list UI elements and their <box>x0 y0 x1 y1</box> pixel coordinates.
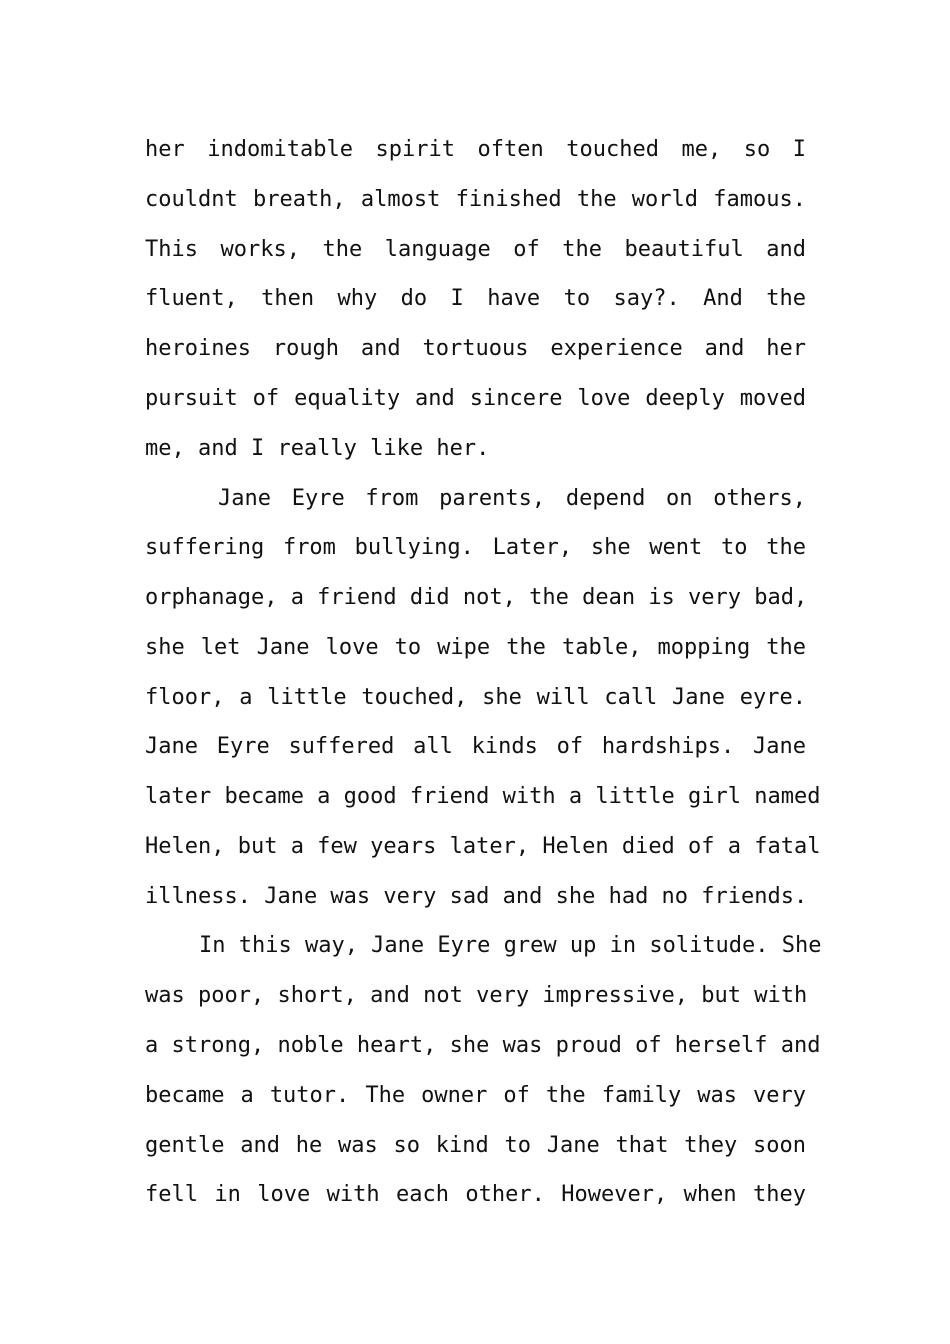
text-line: was poor, short, and not very impressive, but with <box>145 983 808 1008</box>
text-line: her indomitable spirit often touched me, so I <box>145 137 806 162</box>
text-line: orphanage, a friend did not, the dean is very bad, <box>145 585 808 610</box>
text-line: gentle and he was so kind to Jane that they soon <box>145 1133 806 1158</box>
text-line: fluent, then why do I have to say?. And the <box>145 286 806 311</box>
text-line: fell in love with each other. However, when they <box>145 1182 806 1207</box>
text-line: In this way, Jane Eyre grew up in solitude. She <box>199 933 822 958</box>
text-line: This works, the language of the beautiful and <box>145 237 806 262</box>
text-line: Jane Eyre suffered all kinds of hardships. Jane <box>145 734 806 759</box>
text-line: heroines rough and tortuous experience and her <box>145 336 806 361</box>
text-line: Helen, but a few years later, Helen died of a fatal <box>145 834 821 859</box>
text-line: me, and I really like her. <box>145 436 490 461</box>
text-line: floor, a little touched, she will call Jane eyre. <box>145 685 806 710</box>
text-line: suffering from bullying. Later, she went to the <box>145 535 806 560</box>
text-line: later became a good friend with a little girl named <box>145 784 821 809</box>
text-line: illness. Jane was very sad and she had no friends. <box>145 884 808 909</box>
text-line: couldnt breath, almost finished the world famous. <box>145 187 806 212</box>
text-line: became a tutor. The owner of the family was very <box>145 1083 806 1108</box>
text-line: Jane Eyre from parents, depend on others, <box>218 486 806 511</box>
text-line: she let Jane love to wipe the table, mopping the <box>145 635 806 660</box>
text-line: a strong, noble heart, she was proud of herself and <box>145 1033 821 1058</box>
text-line: pursuit of equality and sincere love deeply moved <box>145 386 806 411</box>
